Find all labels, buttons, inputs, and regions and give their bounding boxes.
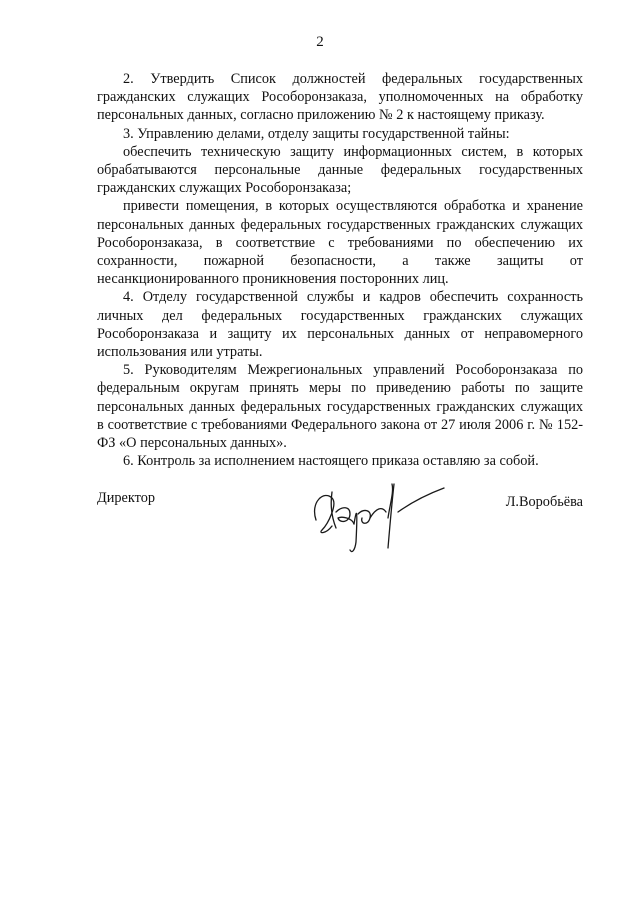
signature-block (97, 490, 583, 570)
paragraph-4: 4. Отделу государственной службы и кадров обеспечить сохранность личных дел федеральных государственных гражданских служащих Рособоронзаказа и защиту их персональных данных от неправомерного использования или утраты. (97, 289, 583, 361)
paragraph-3-item-1: обеспечить техническую защиту информационных систем, в которых обрабатываются персональные данные федеральных государственных гражданских служащих Рособоронзаказа; (97, 143, 583, 197)
paragraph-5: 5. Руководителям Межрегиональных управлений Рособоронзаказа по федеральным округам принять меры по приведению работы по защите персональных данных федеральных государственных гражданских служащих в соответствие с требованиями Федерального закона от 27 июля 2006 г. № 152-ФЗ «О персональных данных». (97, 362, 583, 452)
signatory-title: Директор (97, 490, 156, 506)
paragraph-3: 3. Управлению делами, отделу защиты государственной тайны: (123, 125, 510, 142)
document-body (97, 70, 583, 470)
paragraph-6: 6. Контроль за исполнением настоящего приказа оставляю за собой. (123, 453, 539, 470)
signatory-name: Л.Воробьёва (505, 494, 583, 510)
page-number: 2 (316, 34, 324, 50)
handwritten-signature-icon (302, 472, 452, 562)
paragraph-3-item-2: привести помещения, в которых осуществляются обработка и хранение персональных данных федеральных государственных гражданских служащих Рособоронзаказа, в соответствие с требованиями по обеспечению их сохранности, пожарной безопасности, а также защиты от несанкционированного проникновения посторонних лиц. (97, 198, 583, 288)
paragraph-2: 2. Утвердить Список должностей федеральных государственных гражданских служащих Рособоронзаказа, уполномоченных на обработку персональных данных, согласно приложению № 2 к настоящему приказу. (97, 71, 583, 124)
